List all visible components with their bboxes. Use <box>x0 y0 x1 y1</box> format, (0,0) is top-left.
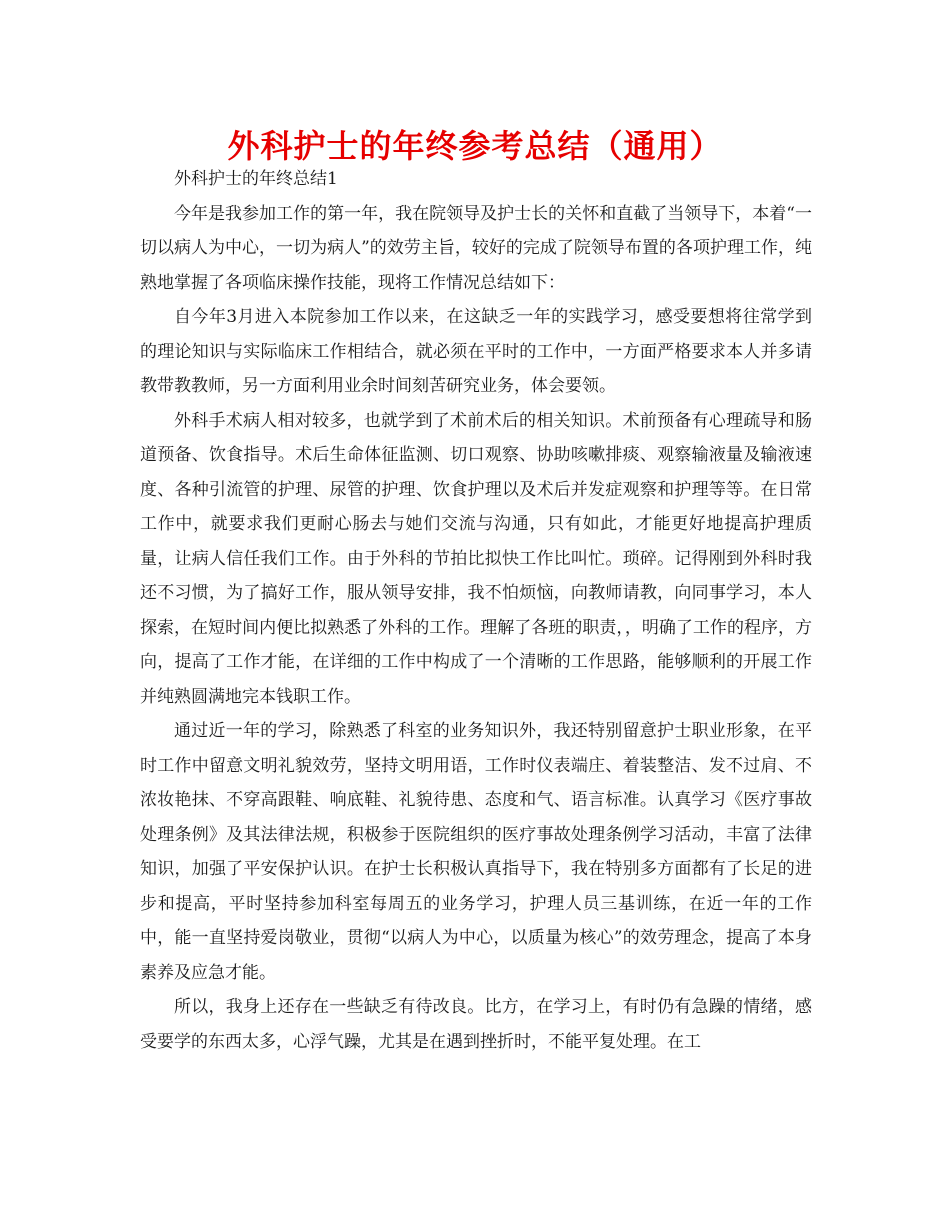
paragraph-surgery-care: 外科手术病人相对较多，也就学到了术前术后的相关知识。术前预备有心理疏导和肠道预备、饮食指导。术后生命体征监测、切口观察、协助咳嗽排痰、观察输液量及输液速度、各种引流管的护理、尿管的护理、饮食护理以及术后并发症观察和护理等等。在日常工作中，就要求我们更耐心肠去与她们交流与沟通，只有如此，才能更好地提高护理质量，让病人信任我们工作。由于外科的节拍比拟快工作比叫忙。琐碎。记得刚到外科时我还不习惯，为了搞好工作，服从领导安排，我不怕烦恼，向教师请教，向同事学习，本人探索，在短时间内便比拟熟悉了外科的工作。理解了各班的职责，，明确了工作的程序，方向，提高了工作才能，在详细的工作中构成了一个清晰的工作思路，能够顺利的开展工作并纯熟圆满地完本钱职工作。 <box>140 410 812 707</box>
document-title: 外科护士的年终参考总结（通用） <box>227 127 723 165</box>
document-body <box>140 162 812 1059</box>
paragraph-study: 自今年3月进入本院参加工作以来，在这缺乏一年的实践学习，感受要想将往常学到的理论知识与实际临床工作相结合，就必须在平时的工作中，一方面严格要求本人并多请教带教教师，另一方面利用业余时间刻苦研究业务，体会要领。 <box>140 307 812 396</box>
paragraph-professional-image: 通过近一年的学习，除熟悉了科室的业务知识外，我还特别留意护士职业形象，在平时工作中留意文明礼貌效劳，坚持文明用语，工作时仪表端庄、着装整洁、发不过肩、不浓妆艳抹、不穿高跟鞋、响底鞋、礼貌待患、态度和气、语言标准。认真学习《医疗事故处理条例》及其法律法规，积极参于医院组织的医疗事故处理条例学习活动，丰富了法律知识，加强了平安保护认识。在护士长积极认真指导下，我在特别多方面都有了长足的进步和提高，平时坚持参加科室每周五的业务学习，护理人员三基训练，在近一年的工作中，能一直坚持爱岗敬业，贯彻“以病人为中心，以质量为核心”的效劳理念，提高了本身素养及应急才能。 <box>140 721 812 983</box>
paragraph-shortcomings: 所以，我身上还存在一些缺乏有待改良。比方，在学习上，有时仍有急躁的情绪，感受要学的东西太多，心浮气躁，尤其是在遇到挫折时，不能平复处理。在工 <box>140 997 812 1052</box>
paragraph-intro: 今年是我参加工作的第一年，我在院领导及护士长的关怀和直截了当领导下，本着“一切以病人为中心，一切为病人”的效劳主旨，较好的完成了院领导布置的各项护理工作，纯熟地掌握了各项临床操作技能，现将工作情况总结如下： <box>140 203 812 293</box>
section-heading: 外科护士的年终总结1 <box>174 169 338 189</box>
